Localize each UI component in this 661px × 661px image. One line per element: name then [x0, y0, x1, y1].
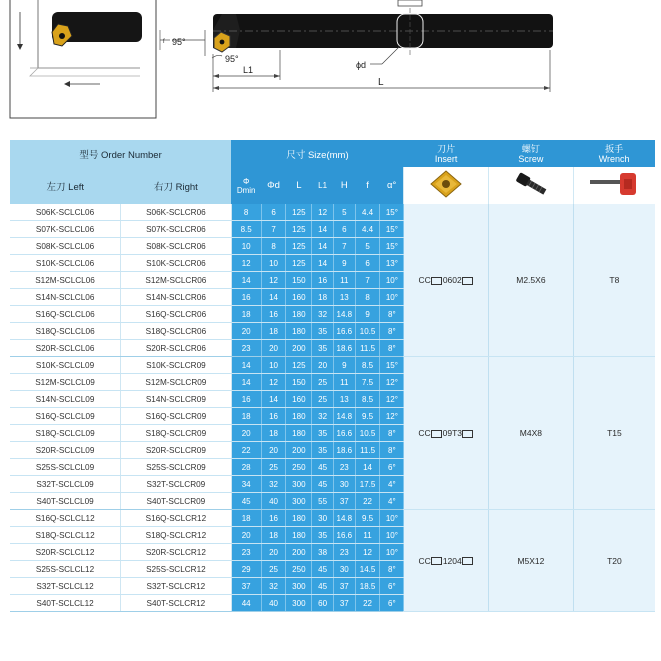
size-d: 18 [261, 425, 286, 442]
size-d: 32 [261, 476, 286, 493]
size-L: 300 [286, 578, 312, 595]
dimension-f: f [163, 39, 165, 45]
size-H: 23 [333, 544, 355, 561]
size-a: 8° [380, 442, 404, 459]
size-L1: 35 [312, 527, 334, 544]
size-L: 150 [286, 272, 312, 289]
size-L: 125 [286, 357, 312, 374]
size-H: 13 [333, 391, 355, 408]
order-left: S20R-SCLCL09 [10, 442, 121, 459]
size-d: 32 [261, 578, 286, 595]
size-a: 8° [380, 561, 404, 578]
size-dmin: 23 [231, 544, 261, 561]
size-L1: 32 [312, 408, 334, 425]
size-L: 180 [286, 323, 312, 340]
size-d: 25 [261, 561, 286, 578]
order-left: S08K-SCLCL06 [10, 238, 121, 255]
header-wrench-cn: 扳手 [605, 143, 624, 154]
header-h: H [333, 167, 355, 204]
size-H: 14.8 [333, 306, 355, 323]
size-dmin: 23 [231, 340, 261, 357]
size-H: 37 [333, 493, 355, 510]
insert-prefix: CC [418, 555, 431, 566]
size-a: 10° [380, 527, 404, 544]
header-l: L [286, 167, 312, 204]
header-screw-en: Screw [518, 153, 544, 164]
order-right: S14N-SCLCR06 [121, 289, 232, 306]
size-H: 6 [333, 221, 355, 238]
placeholder-box-icon [462, 277, 473, 285]
order-right: S18Q-SCLCR12 [121, 527, 232, 544]
size-d: 20 [261, 442, 286, 459]
size-f: 18.5 [355, 578, 380, 595]
order-left: S20R-SCLCL06 [10, 340, 121, 357]
size-d: 12 [261, 272, 286, 289]
order-right: S16Q-SCLCR06 [121, 306, 232, 323]
size-L1: 45 [312, 459, 334, 476]
header-f: f [355, 167, 380, 204]
size-a: 8° [380, 323, 404, 340]
screw-image [489, 167, 574, 204]
order-right: S07K-SCLCR06 [121, 221, 232, 238]
size-a: 6° [380, 578, 404, 595]
size-d: 12 [261, 374, 286, 391]
size-L1: 55 [312, 493, 334, 510]
size-dmin: 18 [231, 408, 261, 425]
size-d: 10 [261, 357, 286, 374]
header-dmin-symbol: Φ [242, 176, 250, 186]
dimension-phid: ϕd [356, 60, 367, 70]
placeholder-box-icon [431, 277, 442, 285]
placeholder-box-icon [431, 430, 442, 438]
spec-table-body [10, 204, 655, 612]
header-l1: L1 [312, 167, 334, 204]
size-f: 10.5 [355, 323, 380, 340]
placeholder-box-icon [462, 430, 473, 438]
size-L1: 45 [312, 561, 334, 578]
size-H: 37 [333, 578, 355, 595]
size-dmin: 20 [231, 425, 261, 442]
size-d: 16 [261, 408, 286, 425]
size-a: 10° [380, 510, 404, 527]
size-d: 8 [261, 238, 286, 255]
dimension-l: L [378, 77, 384, 88]
order-left: S10K-SCLCL06 [10, 255, 121, 272]
size-L1: 16 [312, 272, 334, 289]
size-H: 30 [333, 561, 355, 578]
size-H: 7 [333, 238, 355, 255]
order-right: S18Q-SCLCR09 [121, 425, 232, 442]
size-L: 200 [286, 544, 312, 561]
size-L: 250 [286, 561, 312, 578]
size-L: 180 [286, 527, 312, 544]
order-right: S32T-SCLCR09 [121, 476, 232, 493]
screw-spec: M2.5X6 [489, 204, 574, 357]
order-right: S25S-SCLCR09 [121, 459, 232, 476]
order-left: S18Q-SCLCL09 [10, 425, 121, 442]
size-H: 18.6 [333, 340, 355, 357]
size-L: 180 [286, 408, 312, 425]
order-left: S16Q-SCLCL06 [10, 306, 121, 323]
size-H: 37 [333, 595, 355, 612]
size-f: 8.5 [355, 391, 380, 408]
size-a: 13° [380, 255, 404, 272]
placeholder-box-icon [462, 557, 473, 565]
size-d: 18 [261, 527, 286, 544]
size-L1: 18 [312, 289, 334, 306]
size-f: 4.4 [355, 204, 380, 221]
size-L: 180 [286, 510, 312, 527]
spec-table [10, 140, 655, 612]
size-a: 10° [380, 544, 404, 561]
size-d: 18 [261, 323, 286, 340]
order-right: S12M-SCLCR06 [121, 272, 232, 289]
size-f: 9.5 [355, 510, 380, 527]
screw-icon [506, 167, 556, 201]
size-dmin: 28 [231, 459, 261, 476]
size-dmin: 8 [231, 204, 261, 221]
size-dmin: 16 [231, 289, 261, 306]
insert-prefix: CC [418, 275, 431, 285]
size-L: 250 [286, 459, 312, 476]
order-left: S10K-SCLCL09 [10, 357, 121, 374]
angle-label-95: 95° [172, 37, 186, 47]
size-L: 200 [286, 442, 312, 459]
size-H: 16.6 [333, 425, 355, 442]
size-f: 11.5 [355, 442, 380, 459]
wrench-icon [584, 167, 644, 201]
size-L1: 32 [312, 306, 334, 323]
order-right: S40T-SCLCR09 [121, 493, 232, 510]
order-left: S40T-SCLCL12 [10, 595, 121, 612]
size-dmin: 44 [231, 595, 261, 612]
size-a: 15° [380, 357, 404, 374]
size-dmin: 22 [231, 442, 261, 459]
size-f: 12 [355, 544, 380, 561]
size-a: 4° [380, 476, 404, 493]
header-phid: Φd [261, 167, 286, 204]
size-H: 5 [333, 204, 355, 221]
size-a: 8° [380, 425, 404, 442]
header-wrench [573, 140, 655, 167]
size-a: 10° [380, 272, 404, 289]
size-a: 10° [380, 289, 404, 306]
size-dmin: 20 [231, 323, 261, 340]
wrench-spec: T8 [573, 204, 655, 357]
size-L1: 30 [312, 510, 334, 527]
order-left: S25S-SCLCL09 [10, 459, 121, 476]
order-left: S14N-SCLCL06 [10, 289, 121, 306]
size-H: 14.8 [333, 408, 355, 425]
order-right: S20R-SCLCR09 [121, 442, 232, 459]
order-right: S10K-SCLCR06 [121, 255, 232, 272]
size-L: 125 [286, 221, 312, 238]
header-left: 左刀 Left [10, 167, 121, 204]
size-a: 12° [380, 408, 404, 425]
insert-code [404, 357, 489, 510]
size-L1: 12 [312, 204, 334, 221]
size-L: 200 [286, 340, 312, 357]
order-left: S16Q-SCLCL09 [10, 408, 121, 425]
size-dmin: 10 [231, 238, 261, 255]
size-a: 15° [380, 204, 404, 221]
header-size: 尺寸 Size(mm) [231, 140, 404, 167]
size-L1: 25 [312, 391, 334, 408]
header-alpha: α° [380, 167, 404, 204]
table-row [10, 357, 655, 374]
size-d: 16 [261, 510, 286, 527]
size-a: 6° [380, 459, 404, 476]
order-right: S16Q-SCLCR12 [121, 510, 232, 527]
size-L1: 20 [312, 357, 334, 374]
size-a: 12° [380, 391, 404, 408]
size-a: 8° [380, 306, 404, 323]
order-left: S32T-SCLCL09 [10, 476, 121, 493]
size-H: 23 [333, 459, 355, 476]
size-f: 5 [355, 238, 380, 255]
header-wrench-en: Wrench [598, 153, 630, 164]
order-left: S12M-SCLCL09 [10, 374, 121, 391]
size-d: 10 [261, 255, 286, 272]
dimension-l1: L1 [243, 65, 254, 75]
order-left: S18Q-SCLCL12 [10, 527, 121, 544]
size-d: 6 [261, 204, 286, 221]
insert-size-code: 0602 [442, 275, 462, 285]
header-dmin [231, 167, 261, 204]
order-left: S07K-SCLCL06 [10, 221, 121, 238]
size-L: 125 [286, 204, 312, 221]
size-H: 11 [333, 272, 355, 289]
size-a: 4° [380, 493, 404, 510]
size-L1: 45 [312, 578, 334, 595]
size-L1: 38 [312, 544, 334, 561]
size-dmin: 14 [231, 357, 261, 374]
order-right: S18Q-SCLCR06 [121, 323, 232, 340]
size-dmin: 29 [231, 561, 261, 578]
size-f: 22 [355, 493, 380, 510]
size-L1: 14 [312, 221, 334, 238]
size-H: 9 [333, 357, 355, 374]
size-H: 13 [333, 289, 355, 306]
insert-icon [421, 167, 471, 201]
size-L1: 35 [312, 442, 334, 459]
insert-image [404, 167, 489, 204]
size-dmin: 14 [231, 272, 261, 289]
order-right: S06K-SCLCR06 [121, 204, 232, 221]
order-right: S32T-SCLCR12 [121, 578, 232, 595]
size-H: 18.6 [333, 442, 355, 459]
size-d: 20 [261, 544, 286, 561]
wrench-image [573, 167, 655, 204]
size-f: 17.5 [355, 476, 380, 493]
order-right: S20R-SCLCR06 [121, 340, 232, 357]
order-left: S20R-SCLCL12 [10, 544, 121, 561]
tool-diagram [0, 0, 661, 130]
size-L: 125 [286, 255, 312, 272]
order-left: S14N-SCLCL09 [10, 391, 121, 408]
size-d: 14 [261, 391, 286, 408]
size-dmin: 18 [231, 306, 261, 323]
order-right: S12M-SCLCR09 [121, 374, 232, 391]
order-right: S16Q-SCLCR09 [121, 408, 232, 425]
size-d: 7 [261, 221, 286, 238]
insert-code [404, 510, 489, 612]
size-dmin: 14 [231, 374, 261, 391]
header-right: 右刀 Right [121, 167, 232, 204]
size-d: 20 [261, 340, 286, 357]
insert-code [404, 204, 489, 357]
table-row [10, 204, 655, 221]
order-right: S40T-SCLCR12 [121, 595, 232, 612]
size-f: 9.5 [355, 408, 380, 425]
size-L1: 14 [312, 238, 334, 255]
screw-spec: M4X8 [489, 357, 574, 510]
order-right: S10K-SCLCR09 [121, 357, 232, 374]
size-a: 8° [380, 340, 404, 357]
size-dmin: 45 [231, 493, 261, 510]
size-L: 300 [286, 476, 312, 493]
size-f: 8 [355, 289, 380, 306]
size-a: 12° [380, 374, 404, 391]
order-left: S25S-SCLCL12 [10, 561, 121, 578]
size-L1: 45 [312, 476, 334, 493]
size-d: 25 [261, 459, 286, 476]
size-L1: 35 [312, 425, 334, 442]
order-left: S18Q-SCLCL06 [10, 323, 121, 340]
size-a: 15° [380, 238, 404, 255]
size-L: 180 [286, 425, 312, 442]
size-H: 16.6 [333, 323, 355, 340]
wrench-spec: T15 [573, 357, 655, 510]
order-right: S14N-SCLCR09 [121, 391, 232, 408]
size-dmin: 20 [231, 527, 261, 544]
order-right: S08K-SCLCR06 [121, 238, 232, 255]
screw-spec: M5X12 [489, 510, 574, 612]
size-L: 180 [286, 306, 312, 323]
order-right: S25S-SCLCR12 [121, 561, 232, 578]
size-L: 300 [286, 595, 312, 612]
placeholder-box-icon [431, 557, 442, 565]
order-left: S40T-SCLCL09 [10, 493, 121, 510]
insert-size-code: 1204 [442, 555, 462, 566]
size-L: 150 [286, 374, 312, 391]
size-f: 11.5 [355, 340, 380, 357]
size-f: 14 [355, 459, 380, 476]
angle-label-95-lower: 95° [225, 54, 239, 64]
size-L1: 60 [312, 595, 334, 612]
boring-bar-drawing [160, 0, 553, 92]
size-f: 10.5 [355, 425, 380, 442]
header-screw [489, 140, 574, 167]
size-L1: 35 [312, 323, 334, 340]
size-L: 160 [286, 289, 312, 306]
size-L1: 14 [312, 255, 334, 272]
insert-size-code: 09T3 [442, 428, 462, 438]
size-dmin: 16 [231, 391, 261, 408]
header-order-number: 型号 Order Number [10, 140, 231, 167]
header-insert-cn: 刀片 [437, 143, 456, 154]
header-insert-en: Insert [434, 153, 458, 164]
size-dmin: 18 [231, 510, 261, 527]
header-dmin-label: Dmin [236, 185, 256, 195]
size-f: 22 [355, 595, 380, 612]
size-dmin: 37 [231, 578, 261, 595]
size-dmin: 34 [231, 476, 261, 493]
size-f: 4.4 [355, 221, 380, 238]
boring-illustration [10, 0, 156, 118]
size-L1: 25 [312, 374, 334, 391]
size-dmin: 8.5 [231, 221, 261, 238]
size-d: 40 [261, 493, 286, 510]
size-f: 7 [355, 272, 380, 289]
order-right: S20R-SCLCR12 [121, 544, 232, 561]
size-f: 8.5 [355, 357, 380, 374]
order-left: S16Q-SCLCL12 [10, 510, 121, 527]
size-d: 14 [261, 289, 286, 306]
size-H: 14.8 [333, 510, 355, 527]
order-left: S06K-SCLCL06 [10, 204, 121, 221]
size-L: 160 [286, 391, 312, 408]
size-f: 11 [355, 527, 380, 544]
size-d: 16 [261, 306, 286, 323]
size-H: 30 [333, 476, 355, 493]
size-f: 7.5 [355, 374, 380, 391]
size-H: 11 [333, 374, 355, 391]
size-H: 16.6 [333, 527, 355, 544]
size-a: 6° [380, 595, 404, 612]
size-L1: 35 [312, 340, 334, 357]
header-insert [404, 140, 489, 167]
order-left: S32T-SCLCL12 [10, 578, 121, 595]
order-left: S12M-SCLCL06 [10, 272, 121, 289]
size-f: 9 [355, 306, 380, 323]
size-L: 300 [286, 493, 312, 510]
size-dmin: 12 [231, 255, 261, 272]
size-f: 6 [355, 255, 380, 272]
size-a: 15° [380, 221, 404, 238]
size-f: 14.5 [355, 561, 380, 578]
header-screw-cn: 螺钉 [521, 143, 540, 154]
size-L: 125 [286, 238, 312, 255]
insert-prefix: CC [418, 428, 431, 438]
size-d: 40 [261, 595, 286, 612]
table-row [10, 510, 655, 527]
size-H: 9 [333, 255, 355, 272]
wrench-spec: T20 [573, 510, 655, 612]
